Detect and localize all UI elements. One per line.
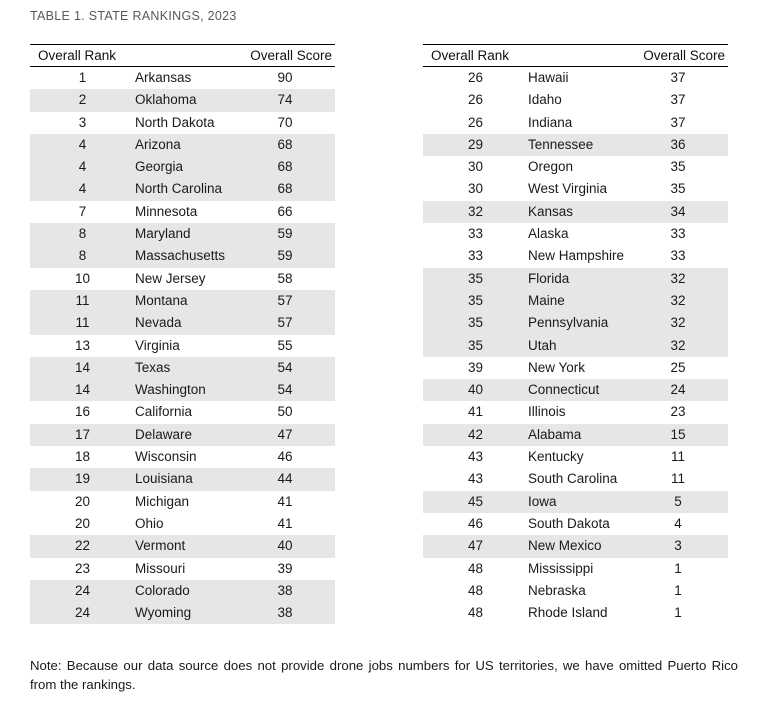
rank-value: 48 <box>467 560 484 576</box>
state-name: Maryland <box>135 226 191 242</box>
table-row <box>30 112 335 134</box>
rank-value: 22 <box>74 538 91 554</box>
rank-value: 1 <box>78 70 87 85</box>
score-value: 33 <box>670 226 686 242</box>
rank-value: 26 <box>467 92 484 108</box>
state-name: Georgia <box>135 159 184 175</box>
rank-value: 4 <box>78 136 87 152</box>
state-name: Alabama <box>528 426 582 442</box>
score-value: 57 <box>277 315 293 331</box>
score-value: 1 <box>674 560 682 576</box>
state-name: Hawaii <box>528 70 569 85</box>
score-value: 59 <box>277 248 293 264</box>
score-value: 70 <box>277 114 293 130</box>
tables-container <box>30 44 728 624</box>
rank-value: 24 <box>74 582 91 598</box>
state-name: Maine <box>528 292 565 308</box>
table-row <box>30 268 335 290</box>
state-name: Connecticut <box>528 382 600 398</box>
table-row <box>423 580 728 602</box>
score-value: 46 <box>277 449 293 465</box>
table-row <box>30 156 335 178</box>
state-name: Nevada <box>135 315 182 331</box>
table-header-row <box>423 44 728 67</box>
rankings-table-right <box>423 44 728 624</box>
state-name: South Carolina <box>528 471 618 487</box>
state-name: North Carolina <box>135 181 223 197</box>
score-value: 68 <box>277 136 293 152</box>
table-row <box>30 491 335 513</box>
score-value: 35 <box>670 181 686 197</box>
state-name: Nebraska <box>528 582 586 598</box>
rank-value: 20 <box>74 493 91 509</box>
rankings-table-left <box>30 44 335 624</box>
score-value: 47 <box>277 426 293 442</box>
table-row <box>30 357 335 379</box>
state-name: Wisconsin <box>135 449 197 465</box>
rank-value: 42 <box>467 426 484 442</box>
rank-value: 8 <box>78 226 87 242</box>
score-value: 38 <box>277 582 293 598</box>
table-row <box>30 312 335 334</box>
state-name: Alaska <box>528 226 569 242</box>
state-name: Arizona <box>135 136 181 152</box>
state-name: North Dakota <box>135 114 215 130</box>
score-value: 36 <box>670 136 686 152</box>
rank-value: 19 <box>74 471 91 487</box>
state-name: Ohio <box>135 515 164 531</box>
footnote: Note: Because our data source does not provide drone jobs numbers for US territories, we have omitted Puerto Rico from the rankings. <box>30 658 738 692</box>
state-name: Colorado <box>135 582 190 598</box>
score-value: 4 <box>674 515 682 531</box>
state-name: New Hampshire <box>528 248 625 264</box>
rank-value: 30 <box>467 181 484 197</box>
state-name: Oklahoma <box>135 92 197 108</box>
table-row <box>30 134 335 156</box>
rank-value: 16 <box>74 404 91 420</box>
rank-value: 35 <box>467 270 484 286</box>
column-header-rank: Overall Rank <box>431 48 510 63</box>
score-value: 40 <box>277 538 293 554</box>
rank-value: 48 <box>467 582 484 598</box>
state-name: South Dakota <box>528 515 610 531</box>
rank-value: 11 <box>75 292 90 308</box>
rank-value: 29 <box>467 136 484 152</box>
score-value: 15 <box>670 426 686 442</box>
rank-value: 48 <box>467 605 484 621</box>
table-row <box>423 290 728 312</box>
rank-value: 4 <box>78 181 87 197</box>
table-row <box>30 201 335 223</box>
table-body <box>30 67 335 624</box>
score-value: 41 <box>277 515 293 531</box>
table-row <box>423 401 728 423</box>
table-row <box>30 245 335 267</box>
table-row <box>30 535 335 557</box>
table-header-row <box>30 44 335 67</box>
score-value: 25 <box>670 359 686 375</box>
rank-value: 35 <box>467 315 484 331</box>
rank-value: 33 <box>467 226 484 242</box>
state-name: Wyoming <box>135 605 192 621</box>
score-value: 54 <box>277 382 293 398</box>
rank-value: 26 <box>467 70 484 85</box>
state-name: Michigan <box>135 493 190 509</box>
table-row <box>30 580 335 602</box>
rank-value: 32 <box>467 203 484 219</box>
state-name: Tennessee <box>528 136 594 152</box>
table-row <box>30 468 335 490</box>
table-row <box>423 134 728 156</box>
score-value: 32 <box>670 270 686 286</box>
state-name: Mississippi <box>528 560 594 576</box>
table-row <box>423 89 728 111</box>
state-name: California <box>135 404 193 420</box>
table-row <box>30 67 335 89</box>
score-value: 54 <box>277 359 293 375</box>
score-value: 32 <box>670 337 686 353</box>
score-value: 59 <box>277 226 293 242</box>
table-row <box>30 335 335 357</box>
rank-value: 14 <box>74 382 91 398</box>
state-name: Louisiana <box>135 471 193 487</box>
state-name: Missouri <box>135 560 186 576</box>
state-name: Delaware <box>135 426 193 442</box>
score-value: 23 <box>670 404 686 420</box>
state-name: Idaho <box>528 92 562 108</box>
rank-value: 30 <box>467 159 484 175</box>
score-value: 50 <box>277 404 293 420</box>
rank-value: 7 <box>78 203 87 219</box>
rank-value: 45 <box>467 493 484 509</box>
state-name: Florida <box>528 270 570 286</box>
rank-value: 39 <box>467 359 484 375</box>
state-name: Montana <box>135 292 188 308</box>
table-row <box>423 357 728 379</box>
table-row <box>30 290 335 312</box>
score-value: 11 <box>670 449 685 465</box>
rank-value: 8 <box>78 248 87 264</box>
rank-value: 10 <box>74 270 91 286</box>
table-row <box>30 424 335 446</box>
rank-value: 46 <box>467 515 484 531</box>
table-row <box>423 156 728 178</box>
table-row <box>423 468 728 490</box>
state-name: Arkansas <box>135 70 192 85</box>
score-value: 1 <box>674 605 682 621</box>
column-header-score: Overall Score <box>643 48 725 63</box>
table-row <box>423 112 728 134</box>
table-row <box>423 446 728 468</box>
state-name: New Mexico <box>528 538 602 554</box>
score-value: 32 <box>670 315 686 331</box>
score-value: 1 <box>674 582 682 598</box>
table-row <box>423 201 728 223</box>
rank-value: 43 <box>467 471 484 487</box>
score-value: 37 <box>670 70 686 85</box>
rank-value: 47 <box>467 538 484 554</box>
rank-value: 14 <box>74 359 91 375</box>
rank-value: 13 <box>74 337 91 353</box>
state-name: Rhode Island <box>528 605 608 621</box>
column-header-score: Overall Score <box>250 48 332 63</box>
state-name: Iowa <box>528 493 557 509</box>
score-value: 44 <box>277 471 293 487</box>
score-value: 66 <box>277 203 293 219</box>
table-row <box>30 446 335 468</box>
state-name: Pennsylvania <box>528 315 609 331</box>
state-name: Kansas <box>528 203 574 219</box>
table-row <box>423 312 728 334</box>
score-value: 37 <box>670 114 686 130</box>
state-name: Illinois <box>528 404 566 420</box>
score-value: 34 <box>670 203 686 219</box>
rank-value: 35 <box>467 292 484 308</box>
state-name: Oregon <box>528 159 574 175</box>
rank-value: 33 <box>467 248 484 264</box>
state-name: Vermont <box>135 538 186 554</box>
state-name: Washington <box>135 382 206 398</box>
score-value: 55 <box>277 337 293 353</box>
rank-value: 20 <box>74 515 91 531</box>
rank-value: 35 <box>467 337 484 353</box>
column-header-rank: Overall Rank <box>38 48 117 63</box>
table-title: TABLE 1. STATE RANKINGS, 2023 <box>30 9 237 23</box>
score-value: 57 <box>277 292 293 308</box>
score-value: 58 <box>277 270 293 286</box>
score-value: 74 <box>277 92 293 108</box>
state-name: West Virginia <box>528 181 608 197</box>
score-value: 33 <box>670 248 686 264</box>
state-name: New Jersey <box>135 270 206 286</box>
rank-value: 3 <box>78 114 87 130</box>
table-row <box>423 602 728 624</box>
table-row <box>30 401 335 423</box>
score-value: 41 <box>277 493 293 509</box>
table-row <box>423 268 728 290</box>
rank-value: 41 <box>467 404 484 420</box>
rank-value: 26 <box>467 114 484 130</box>
rank-value: 24 <box>74 605 91 621</box>
table-row <box>30 223 335 245</box>
table-row <box>423 67 728 89</box>
rank-value: 17 <box>74 426 91 442</box>
table-row <box>423 379 728 401</box>
state-name: Minnesota <box>135 203 198 219</box>
state-name: Massachusetts <box>135 248 226 264</box>
table-row <box>423 245 728 267</box>
rank-value: 11 <box>75 315 90 331</box>
table-row <box>30 558 335 580</box>
score-value: 5 <box>674 493 682 509</box>
table-row <box>423 335 728 357</box>
state-name: Kentucky <box>528 449 584 465</box>
score-value: 90 <box>277 70 293 85</box>
table-row <box>30 89 335 111</box>
table-row <box>30 602 335 624</box>
table-row <box>423 223 728 245</box>
table-row <box>423 424 728 446</box>
rank-value: 18 <box>74 449 91 465</box>
table-row <box>423 513 728 535</box>
score-value: 35 <box>670 159 686 175</box>
state-name: Texas <box>135 359 171 375</box>
score-value: 39 <box>277 560 293 576</box>
score-value: 11 <box>670 471 685 487</box>
score-value: 32 <box>670 292 686 308</box>
score-value: 68 <box>277 159 293 175</box>
table-row <box>423 535 728 557</box>
score-value: 37 <box>670 92 686 108</box>
table-row <box>30 178 335 200</box>
table-body <box>423 67 728 624</box>
table-row <box>423 491 728 513</box>
state-name: New York <box>528 359 586 375</box>
score-value: 24 <box>670 382 686 398</box>
table-row <box>423 178 728 200</box>
rank-value: 4 <box>78 159 87 175</box>
rank-value: 40 <box>467 382 484 398</box>
rank-value: 23 <box>74 560 91 576</box>
rank-value: 2 <box>78 92 87 108</box>
table-row <box>30 379 335 401</box>
score-value: 38 <box>277 605 293 621</box>
state-name: Virginia <box>135 337 180 353</box>
state-name: Utah <box>528 337 557 353</box>
state-name: Indiana <box>528 114 573 130</box>
table-row <box>30 513 335 535</box>
table-row <box>423 558 728 580</box>
score-value: 3 <box>674 538 682 554</box>
score-value: 68 <box>277 181 293 197</box>
rank-value: 43 <box>467 449 484 465</box>
